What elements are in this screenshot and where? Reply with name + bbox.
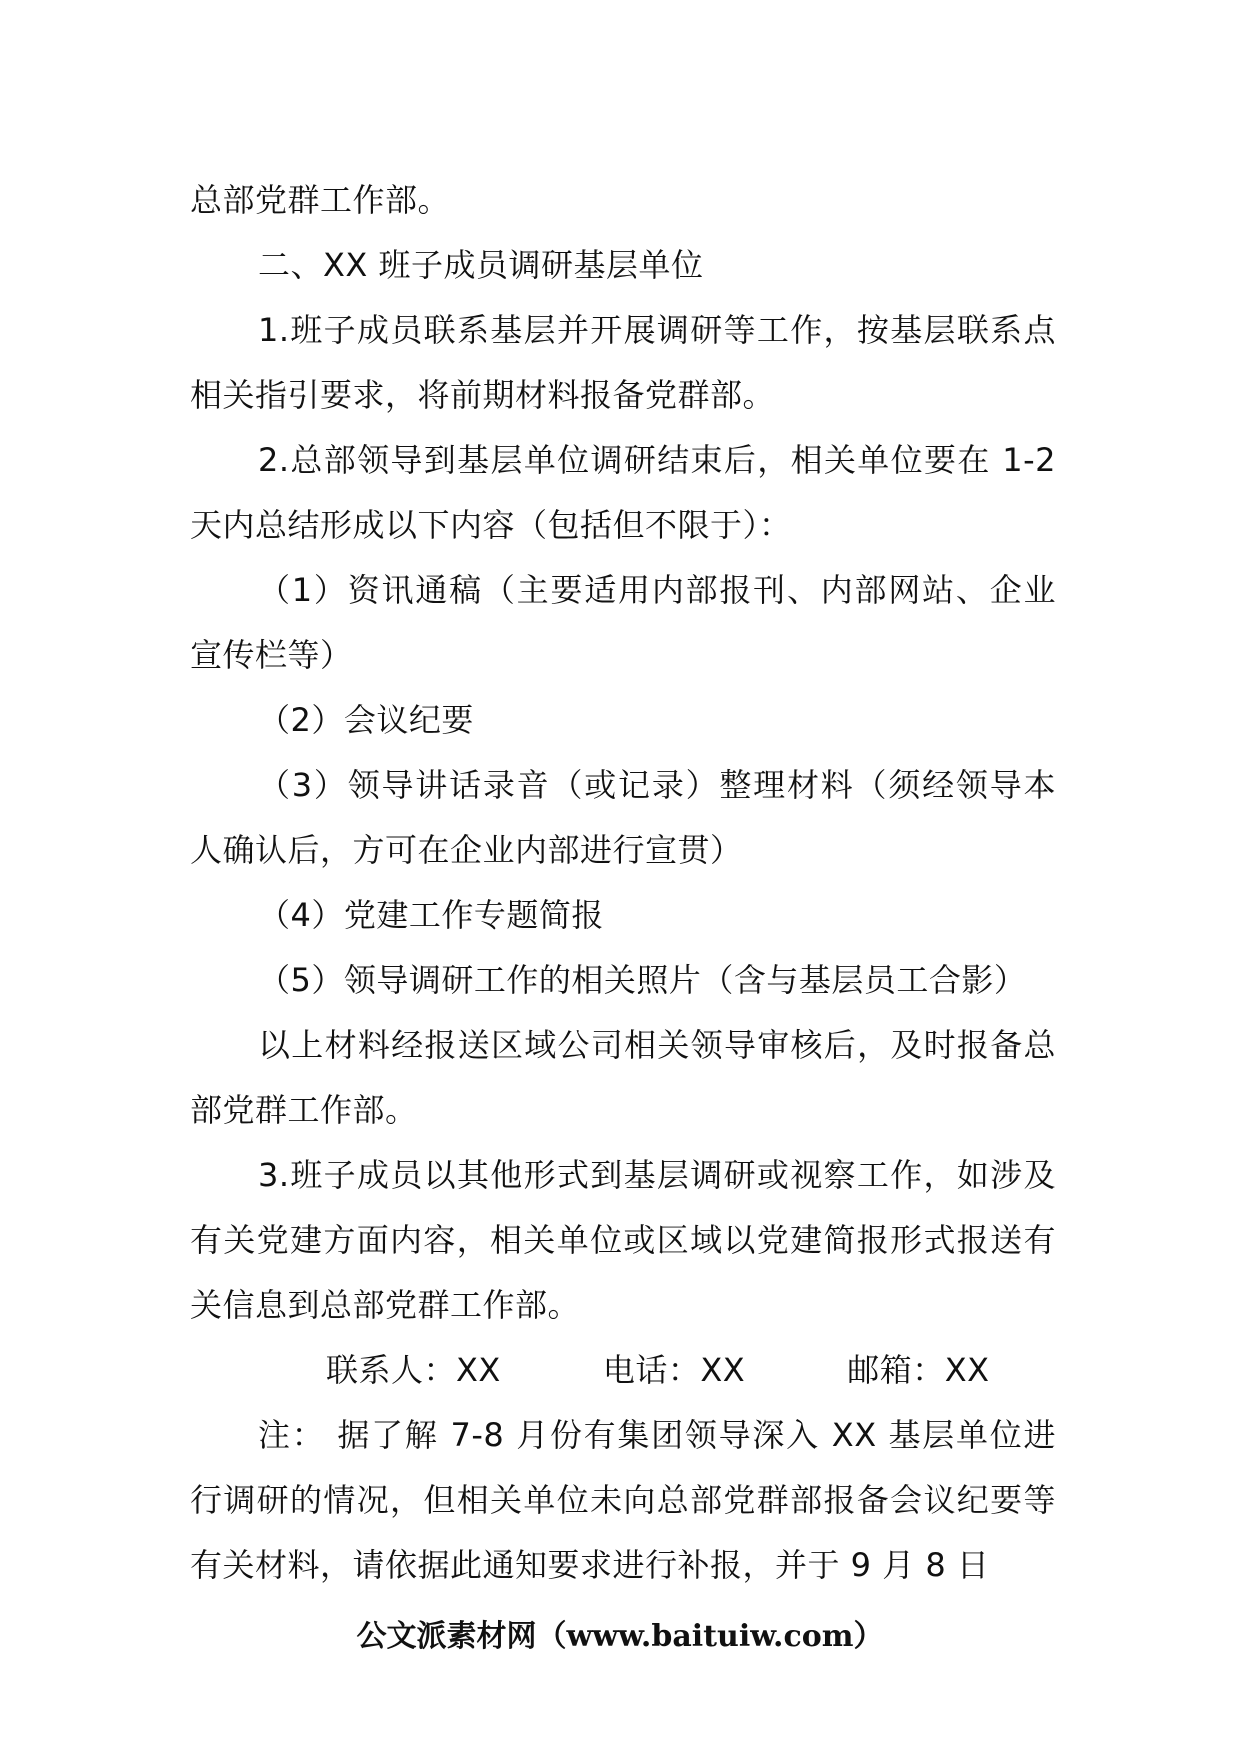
paragraph-item-1: 1.班子成员联系基层并开展调研等工作，按基层联系点相关指引要求，将前期材料报备党群部。 <box>190 311 1056 414</box>
contact-email: 邮箱：XX <box>847 1351 990 1389</box>
paragraph-item-3: 3.班子成员以其他形式到基层调研或视察工作，如涉及有关党建方面内容，相关单位或区域以党建简报形式报送有关信息到总部党群工作部。 <box>190 1156 1056 1324</box>
footer-watermark: 公文派素材网（www.baituiw.com） <box>356 1619 884 1654</box>
list-item-1: （1）资讯通稿（主要适用内部报刊、内部网站、企业宣传栏等） <box>190 571 1056 674</box>
paragraph-review: 以上材料经报送区域公司相关领导审核后，及时报备总部党群工作部。 <box>190 1026 1056 1129</box>
list-item-4: （4）党建工作专题简报 <box>258 896 604 934</box>
contact-line <box>190 1338 1056 1403</box>
contact-person: 联系人：XX <box>326 1351 501 1389</box>
contact-phone: 电话：XX <box>602 1351 746 1389</box>
list-item-2: （2）会议纪要 <box>258 701 474 739</box>
note-paragraph: 注： 据了解 7-8 月份有集团领导深入 XX 基层单位进行调研的情况，但相关单位未向总部党群部报备会议纪要等有关材料，请依据此通知要求进行补报，并于 9 月 8 日 <box>190 1416 1056 1584</box>
list-item-5: （5）领导调研工作的相关照片（含与基层员工合影） <box>258 961 1027 999</box>
paragraph-continuation: 总部党群工作部。 <box>190 181 451 219</box>
list-item-3: （3）领导讲话录音（或记录）整理材料（须经领导本人确认后，方可在企业内部进行宣贯） <box>190 766 1056 869</box>
section-heading-2: 二、XX 班子成员调研基层单位 <box>258 246 704 284</box>
paragraph-item-2: 2.总部领导到基层单位调研结束后，相关单位要在 1-2 天内总结形成以下内容（包括但不限于）： <box>190 441 1056 544</box>
document-body <box>190 168 1056 1598</box>
